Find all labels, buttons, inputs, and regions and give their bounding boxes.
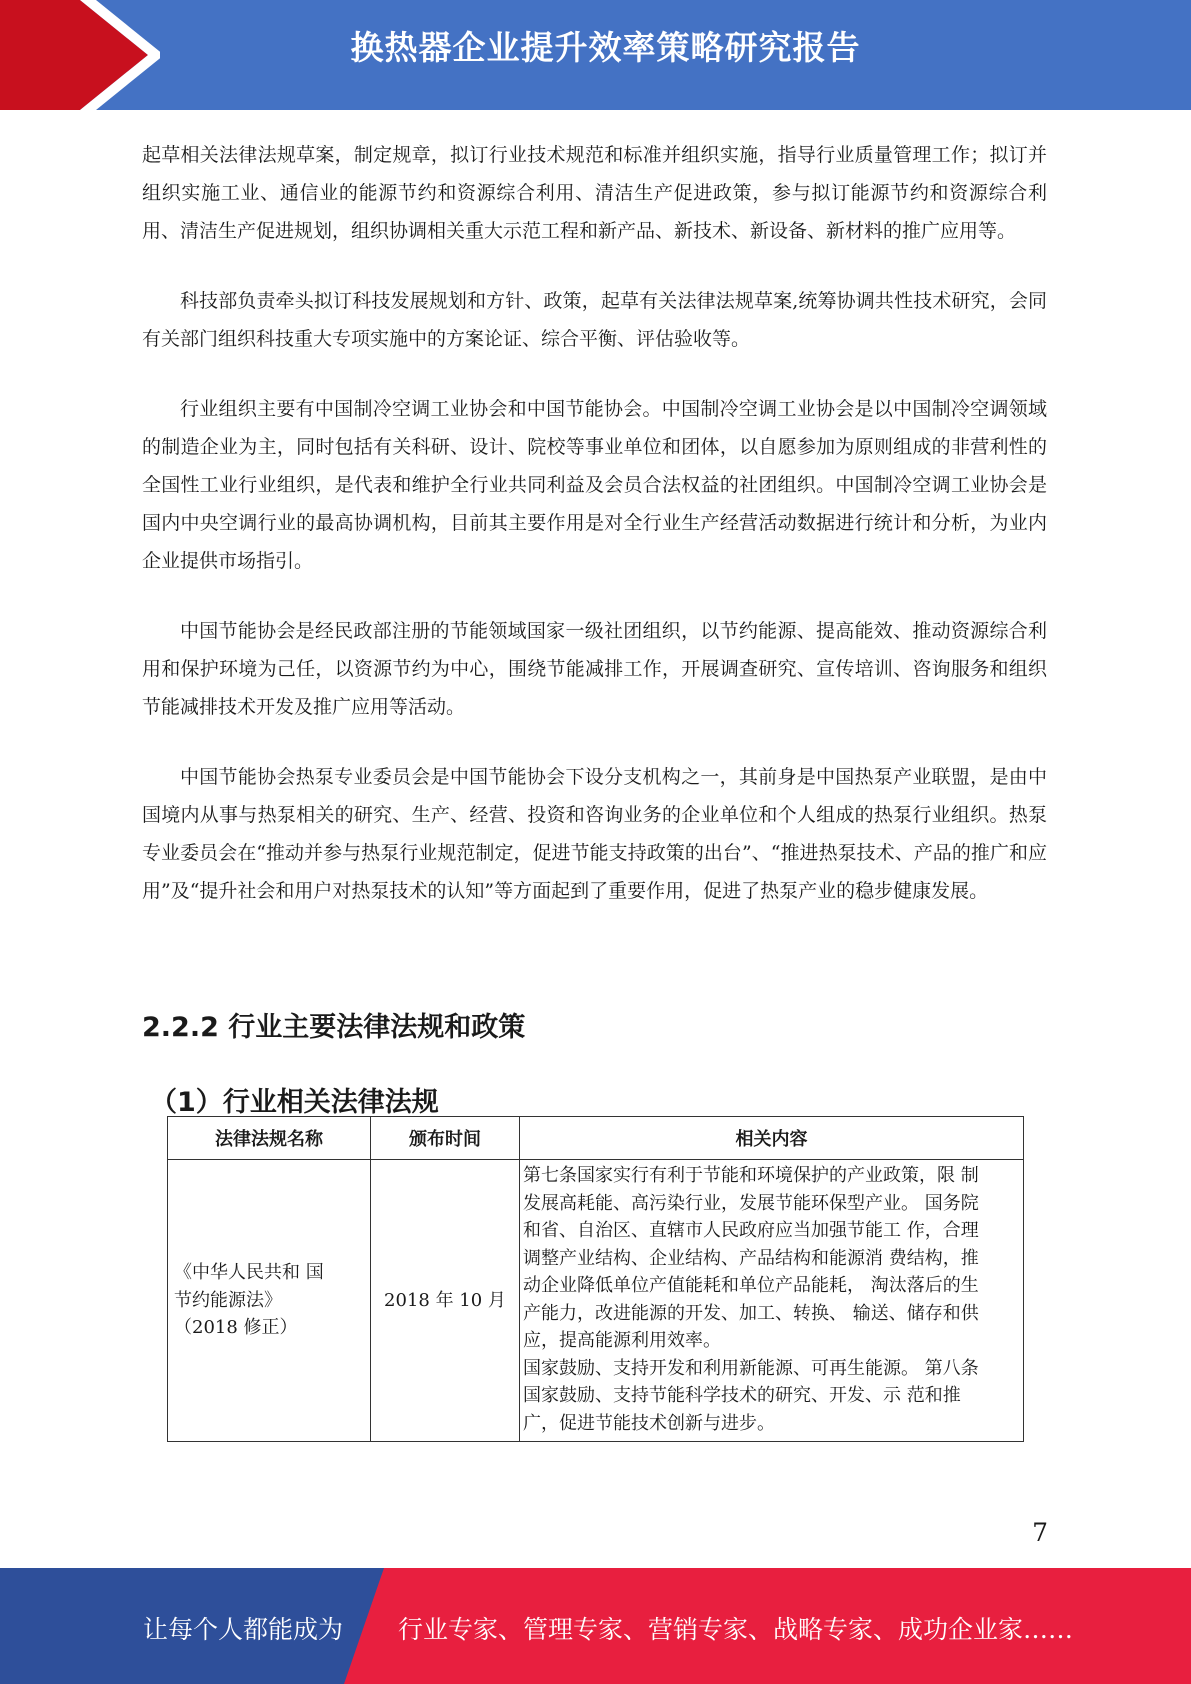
table-header-row xyxy=(168,1117,1024,1160)
page-footer xyxy=(0,1568,1191,1684)
law-content-cell xyxy=(520,1160,1024,1442)
law-content-line: 和省、自治区、直辖市人民政府应当加强节能工 作，合理 xyxy=(523,1220,979,1241)
law-content-line: 发展高耗能、高污染行业，发展节能环保型产业。 国务院 xyxy=(523,1192,979,1214)
law-content-line: 第七条国家实行有利于节能和环境保护的产业政策，限 制 xyxy=(523,1165,979,1186)
law-name-line: 《中华人民共和 国 xyxy=(174,1262,324,1284)
page-header xyxy=(0,0,1191,110)
subsection-heading: （1）行业相关法律法规 xyxy=(150,1087,439,1118)
law-name-line: （2018 修正） xyxy=(174,1317,298,1339)
chevron-red-shape xyxy=(0,0,148,110)
column-header-name: 法律法规名称 xyxy=(168,1117,371,1160)
section-heading: 2.2.2 行业主要法律法规和政策 xyxy=(142,1012,526,1043)
issue-date-cell: 2018 年 10 月 xyxy=(371,1160,520,1442)
law-content-line: 国家鼓励、支持节能科学技术的研究、开发、示 范和推 xyxy=(523,1385,961,1406)
laws-table xyxy=(167,1116,1024,1442)
document-body xyxy=(142,136,1047,942)
law-content-line: 国家鼓励、支持开发和利用新能源、可再生能源。 第八条 xyxy=(523,1357,979,1379)
paragraph: 中国节能协会热泵专业委员会是中国节能协会下设分支机构之一，其前身是中国热泵产业联盟，是由中国境内从事与热泵相关的研究、生产、经营、投资和咨询业务的企业单位和个人组成的热泵行业组织。热泵专业委员会在“推动并参与热泵行业规范制定，促进节能支持政策的出台”、“推进热泵技术、产品的推广和应用”及“提升社会和用户对热泵技术的认知”等方面起到了重要作用，促进了热泵产业的稳步健康发展。 xyxy=(142,766,1047,902)
law-content-line: 动企业降低单位产值能耗和单位产品能耗， 淘汰落后的生 xyxy=(523,1275,979,1296)
paragraph: 起草相关法律法规草案，制定规章，拟订行业技术规范和标准并组织实施，指导行业质量管理工作；拟订并组织实施工业、通信业的能源节约和资源综合利用、清洁生产促进政策，参与拟订能源节约和资源综合利用、清洁生产促进规划，组织协调相关重大示范工程和新产品、新技术、新设备、新材料的推广应用等。 xyxy=(142,144,1047,242)
page-number: 7 xyxy=(1032,1518,1048,1547)
column-header-content: 相关内容 xyxy=(520,1117,1024,1160)
law-name-cell xyxy=(168,1160,371,1442)
header-chevron-decoration xyxy=(0,0,160,110)
law-content-line: 广，促进节能技术创新与进步。 xyxy=(523,1412,775,1434)
paragraph: 科技部负责牵头拟订科技发展规划和方针、政策，起草有关法律法规草案,统筹协调共性技术研究，会同有关部门组织科技重大专项实施中的方案论证、综合平衡、评估验收等。 xyxy=(142,290,1047,350)
table-row xyxy=(168,1160,1024,1442)
law-name-line: 节约能源法》 xyxy=(174,1289,282,1311)
paragraph: 行业组织主要有中国制冷空调工业协会和中国节能协会。中国制冷空调工业协会是以中国制冷空调领域的制造企业为主，同时包括有关科研、设计、院校等事业单位和团体，以自愿参加为原则组成的非营利性的全国性工业行业组织，是代表和维护全行业共同利益及会员合法权益的社团组织。中国制冷空调工业协会是国内中央空调行业的最高协调机构，目前其主要作用是对全行业生产经营活动数据进行统计和分析，为业内企业提供市场指引。 xyxy=(142,398,1047,572)
law-content-line: 产能力，改进能源的开发、加工、转换、 输送、储存和供 xyxy=(523,1302,979,1324)
report-title: 换热器企业提升效率策略研究报告 xyxy=(350,28,861,67)
law-content-line: 应，提高能源利用效率。 xyxy=(523,1330,721,1351)
column-header-date: 颁布时间 xyxy=(371,1117,520,1160)
footer-slogan-right: 行业专家、管理专家、营销专家、战略专家、成功企业家…… xyxy=(398,1615,1074,1644)
paragraph: 中国节能协会是经民政部注册的节能领域国家一级社团组织，以节约能源、提高能效、推动资源综合利用和保护环境为己任，以资源节约为中心，围绕节能减排工作，开展调查研究、宣传培训、咨询服务和组织节能减排技术开发及推广应用等活动。 xyxy=(142,620,1047,718)
footer-slogan-left: 让每个人都能成为 xyxy=(143,1615,344,1644)
law-content-line: 调整产业结构、企业结构、产品结构和能源消 费结构，推 xyxy=(523,1247,979,1269)
